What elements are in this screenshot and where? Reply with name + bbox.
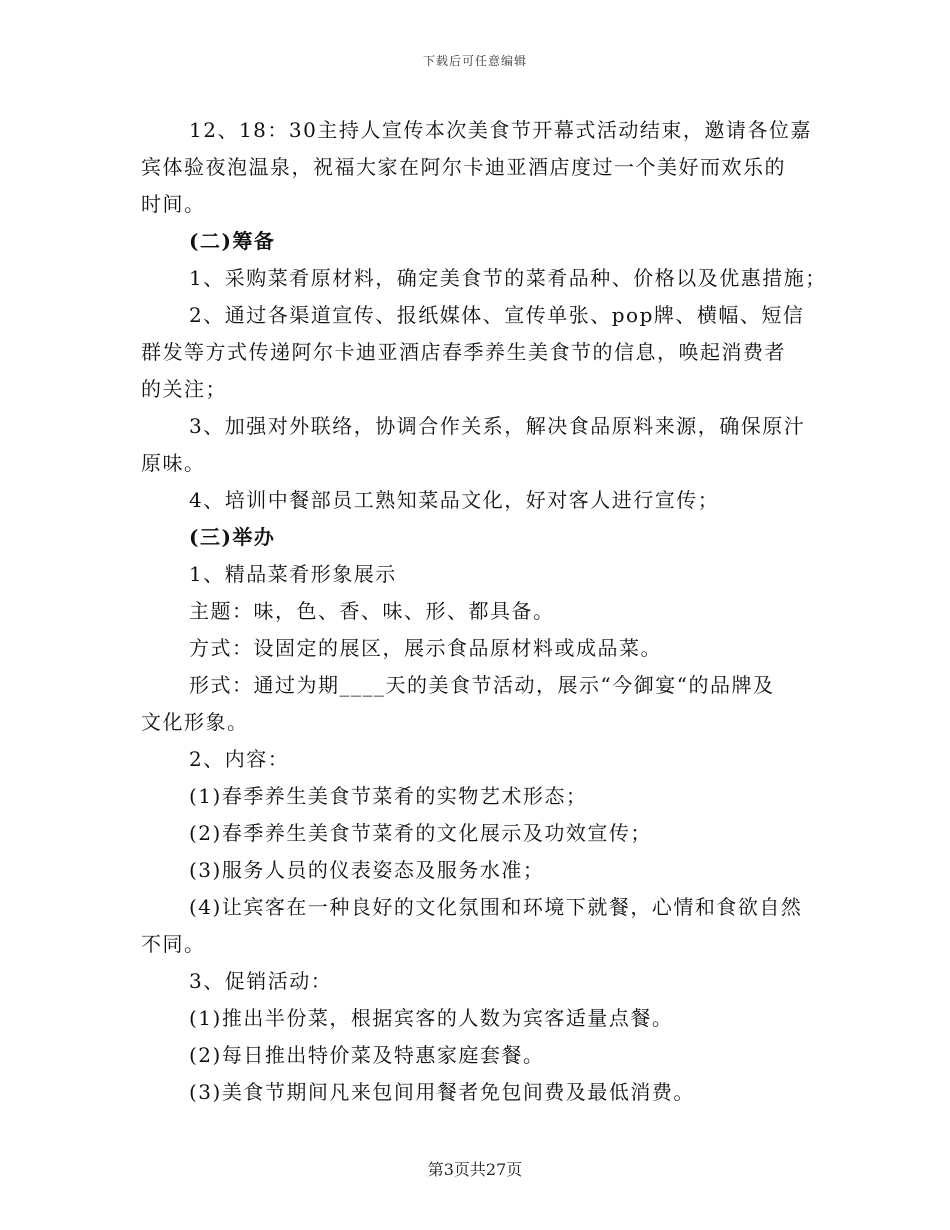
paragraph-line: (4)让宾客在一种良好的文化氛围和环境下就餐，心情和食欲自然 xyxy=(189,895,803,919)
paragraph-line: (2)每日推出特价菜及特惠家庭套餐。 xyxy=(189,1043,545,1067)
paragraph-line: 文化形象。 xyxy=(141,710,249,734)
paragraph-line: 3、促销活动： xyxy=(189,969,333,993)
paragraph-line: 群发等方式传递阿尔卡迪亚酒店春季养生美食节的信息，唤起消费者 xyxy=(141,340,786,364)
paragraph-line: 3、加强对外联络，协调合作关系，解决食品原料来源，确保原汁 xyxy=(189,414,806,438)
paragraph-line: 4、培训中餐部员工熟知菜品文化，好对客人进行宣传； xyxy=(189,488,720,512)
section-heading: (三)举办 xyxy=(189,525,276,549)
paragraph-line: 2、内容： xyxy=(189,747,290,771)
paragraph-line: (1)推出半份菜，根据宾客的人数为宾客适量点餐。 xyxy=(189,1006,674,1030)
page-footer: 第3页共27页 xyxy=(427,1160,523,1179)
paragraph-line: (3)服务人员的仪表姿态及服务水准； xyxy=(189,858,545,882)
paragraph-line: 的关注； xyxy=(141,377,227,401)
paragraph-line: 时间。 xyxy=(141,192,206,216)
paragraph-line: (2)春季养生美食节菜肴的文化展示及功效宣传； xyxy=(189,821,652,845)
paragraph-line: (3)美食节期间凡来包间用餐者免包间费及最低消费。 xyxy=(189,1080,695,1104)
paragraph-line: 不同。 xyxy=(141,932,206,956)
paragraph-line: 2、通过各渠道宣传、报纸媒体、宣传单张、pop牌、横幅、短信 xyxy=(189,303,805,327)
paragraph-line: 原味。 xyxy=(141,451,206,475)
paragraph-line: 方式：设固定的展区，展示食品原材料或成品菜。 xyxy=(189,636,662,660)
section-heading: (二)筹备 xyxy=(189,229,276,253)
paragraph-line: (1)春季养生美食节菜肴的实物艺术形态； xyxy=(189,784,588,808)
paragraph-line: 主题：味，色、香、味、形、都具备。 xyxy=(189,599,555,623)
paragraph-line: 宾体验夜泡温泉，祝福大家在阿尔卡迪亚酒店度过一个美好而欢乐的 xyxy=(141,155,786,179)
paragraph-line: 12、18：30主持人宣传本次美食节开幕式活动结束，邀请各位嘉 xyxy=(189,118,812,142)
paragraph-line: 1、采购菜肴原材料，确定美食节的菜肴品种、价格以及优惠措施； xyxy=(189,266,827,290)
page-header: 下载后可任意编辑 xyxy=(422,54,527,68)
document-body xyxy=(141,112,827,1111)
paragraph-line: 形式：通过为期____天的美食节活动，展示“今御宴“的品牌及 xyxy=(189,673,775,697)
paragraph-line: 1、精品菜肴形象展示 xyxy=(189,562,397,586)
